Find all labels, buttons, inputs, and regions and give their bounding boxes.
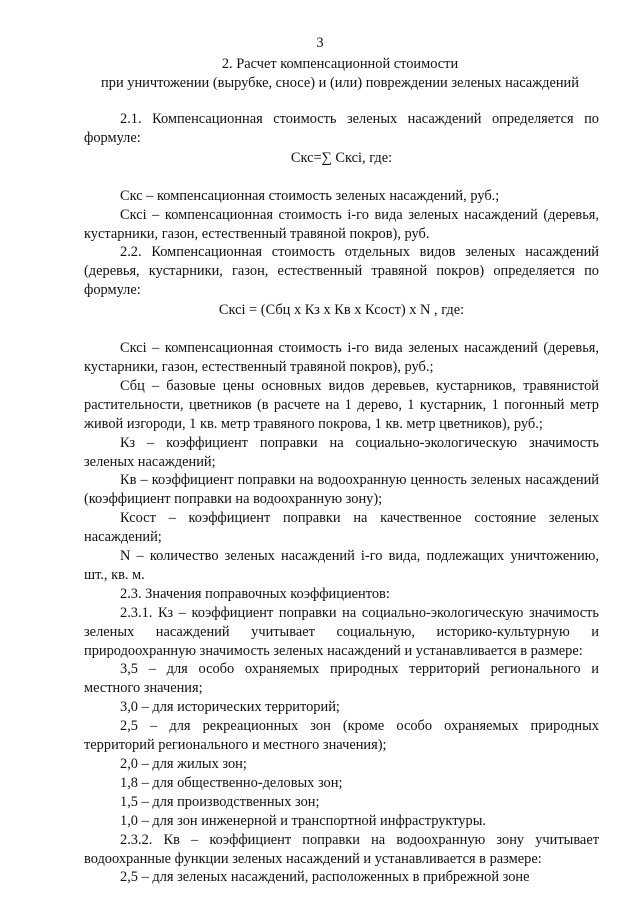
section-title-line-2: при уничтожении (вырубке, сносе) и (или) повреждении зеленых насаждений bbox=[101, 74, 579, 91]
kz-value-1-8: 1,8 – для общественно-деловых зон; bbox=[120, 774, 343, 791]
definition-ksost: Ксост – коэффициент поправки на качественное состояние зеленых насаждений; bbox=[84, 510, 599, 546]
formula-total: Скс=∑ Cксi, где: bbox=[290, 149, 393, 166]
definition-sksi: Cксi – компенсационная стоимость i-го вида зеленых насаждений (деревья, кустарники, газон, естественный травяной покров), руб. bbox=[84, 206, 599, 242]
kz-value-3-5: 3,5 – для особо охраняемых природных территорий регионального и местного значения; bbox=[84, 661, 599, 697]
page-number: 3 bbox=[316, 35, 324, 51]
formula-sksi: Cксi = (Сбц х Кз х Кв х Ксост) х N , где: bbox=[218, 302, 465, 319]
paragraph-2-2: 2.2. Компенсационная стоимость отдельных видов зеленых насаждений (деревья, кустарники, газон, естественный травяной покров) определяется по формуле: bbox=[84, 244, 599, 299]
definition-sksi-2: Cксi – компенсационная стоимость i-го вида зеленых насаждений (деревья, кустарники, газон, естественный травяной покров), руб.; bbox=[84, 340, 599, 375]
definition-kv: Кв – коэффициент поправки на водоохранную ценность зеленых насаждений (коэффициент поправки на водоохранную зону); bbox=[84, 472, 599, 508]
definition-sbc: Сбц – базовые цены основных видов деревьев, кустарников, травянистой растительности, цветников (в расчете на 1 дерево, 1 кустарник, 1 погонный метр живой изгороди, 1 кв. метр травяного покрова, 1 кв. метр цветников), руб.; bbox=[84, 377, 599, 432]
kz-value-2-0: 2,0 – для жилых зон; bbox=[120, 756, 247, 772]
definition-kz: Кз – коэффициент поправки на социально-экологическую значимость зеленых насаждений; bbox=[84, 434, 599, 470]
paragraph-2-3-2: 2.3.2. Кв – коэффициент поправки на водоохранную зону учитывает водоохранные функции зеленых насаждений и устанавливается в размере: bbox=[84, 831, 599, 867]
kz-value-1-5: 1,5 – для производственных зон; bbox=[120, 793, 320, 810]
paragraph-2-3-1: 2.3.1. Кз – коэффициент поправки на социально-экологическую значимость зеленых насаждений учитывает социальную, историко-культурную и природоохранную значимость зеленых насаждений и устанавливается в размере: bbox=[84, 604, 599, 659]
section-title bbox=[80, 55, 600, 93]
section-title-line-1: 2. Расчет компенсационной стоимости bbox=[221, 56, 459, 72]
kz-value-3-0: 3,0 – для исторических территорий; bbox=[120, 699, 340, 716]
kv-value-2-5: 2,5 – для зеленых насаждений, расположенных в прибрежной зоне bbox=[120, 869, 530, 886]
paragraph-2-3: 2.3. Значения поправочных коэффициентов: bbox=[120, 585, 390, 602]
paragraph-2-1: 2.1. Компенсационная стоимость зеленых насаждений определяется по формуле: bbox=[84, 111, 599, 146]
definition-n: N – количество зеленых насаждений i-го вида, подлежащих уничтожению, шт., кв. м. bbox=[84, 548, 599, 583]
definition-sks: Скс – компенсационная стоимость зеленых насаждений, руб.; bbox=[120, 187, 500, 204]
kz-value-2-5: 2,5 – для рекреационных зон (кроме особо охраняемых природных территорий регионального и местного значения); bbox=[84, 718, 599, 754]
kz-value-1-0: 1,0 – для зон инженерной и транспортной инфраструктуры. bbox=[120, 812, 486, 829]
document-body bbox=[84, 110, 599, 887]
